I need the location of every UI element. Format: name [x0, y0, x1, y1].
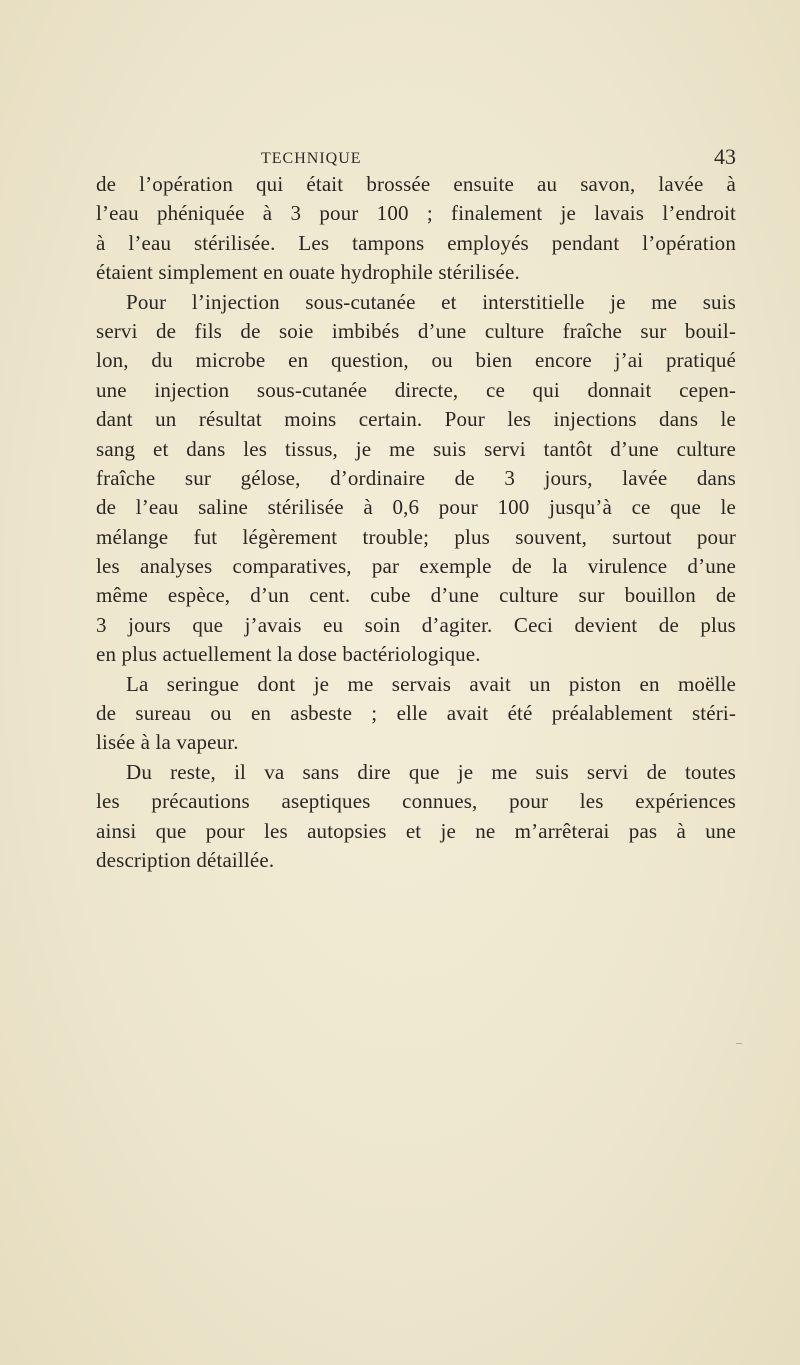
body-text — [96, 170, 736, 875]
text-line: lisée à la vapeur. — [96, 730, 239, 755]
text-line: de sureau ou en asbeste ; elle avait été préalablement stéri- — [96, 701, 736, 726]
page-number: 43 — [714, 144, 736, 169]
text-line: même espèce, d’un cent. cube d’une culture sur bouillon de — [96, 583, 736, 608]
text-line: sang et dans les tissus, je me suis servi tantôt d’une culture — [96, 436, 736, 461]
text-line: de l’eau saline stérilisée à 0,6 pour 100 jusqu’à ce que le — [96, 495, 736, 520]
text-line: les analyses comparatives, par exemple de la virulence d’une — [96, 554, 736, 579]
text-line: ainsi que pour les autopsies et je ne m’arrêterai pas à une — [96, 818, 736, 843]
text-line: à l’eau stérilisée. Les tampons employés pendant l’opération — [96, 230, 736, 255]
text-line: dant un résultat moins certain. Pour les injections dans le — [96, 407, 736, 432]
text-line: une injection sous-cutanée directe, ce qui donnait cepen- — [96, 377, 736, 402]
text-line: l’eau phéniquée à 3 pour 100 ; finalement je lavais l’endroit — [96, 201, 736, 226]
text-line: Du reste, il va sans dire que je me suis servi de toutes — [126, 759, 736, 784]
text-line: lon, du microbe en question, ou bien encore j’ai pratiqué — [96, 348, 736, 373]
text-line: description détaillée. — [96, 847, 275, 872]
text-line: Pour l’injection sous-cutanée et interstitielle je me suis — [126, 289, 736, 314]
text-line: fraîche sur gélose, d’ordinaire de 3 jours, lavée dans — [96, 465, 736, 490]
running-title: TECHNIQUE — [261, 150, 362, 167]
text-line: en plus actuellement la dose bactériologique. — [96, 642, 481, 667]
text-line: de l’opération qui était brossée ensuite au savon, lavée à — [96, 172, 736, 196]
text-line: servi de fils de soie imbibés d’une culture fraîche sur bouil- — [96, 318, 736, 343]
text-line: 3 jours que j’avais eu soin d’agiter. Ceci devient de plus — [96, 612, 736, 637]
stray-mark: – — [736, 1035, 742, 1049]
text-line: mélange fut légèrement trouble; plus souvent, surtout pour — [96, 524, 736, 549]
text-line: La seringue dont je me servais avait un piston en moëlle — [126, 671, 736, 696]
text-line: étaient simplement en ouate hydrophile stérilisée. — [96, 260, 520, 285]
text-line: les précautions aseptiques connues, pour les expériences — [96, 789, 736, 814]
